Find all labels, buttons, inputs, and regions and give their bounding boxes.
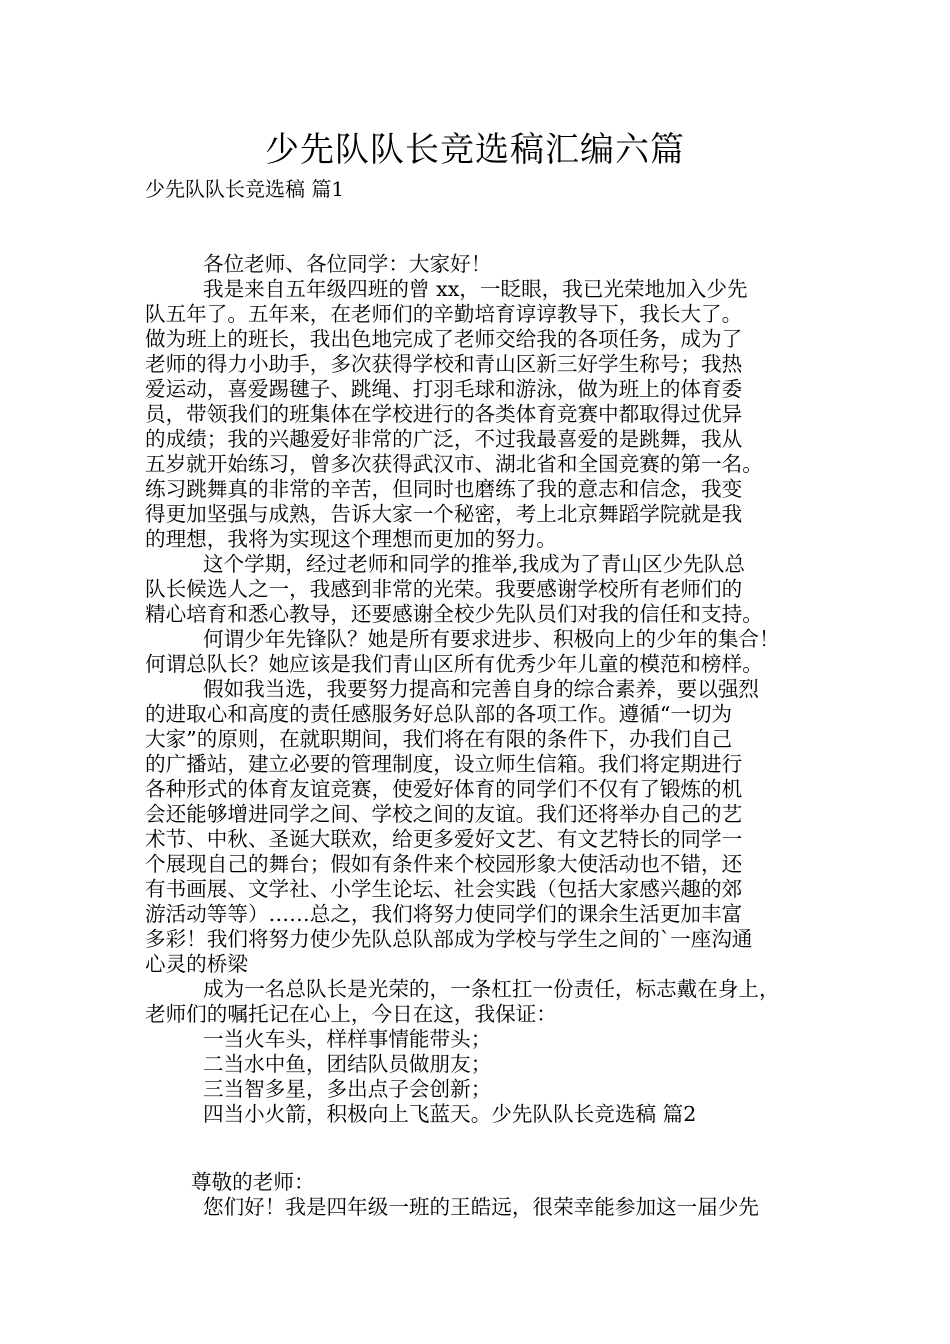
text-line: 术节、中秋、圣诞大联欢，给更多爱好文艺、有文艺特长的同学一 (145, 827, 743, 851)
text-line: 大家”的原则，在就职期间，我们将在有限的条件下，办我们自己 (145, 727, 733, 751)
text-line: 的理想，我将为实现这个理想而更加的努力。 (145, 527, 557, 551)
text-line: 队五年了。五年来，在老师们的辛勤培育谆谆教导下，我长大了。 (145, 302, 743, 326)
text-line: 尊敬的老师： (191, 1170, 315, 1194)
text-line: 心灵的桥梁 (145, 952, 248, 976)
document-title: 少先队队长竞选稿汇编六篇 (265, 130, 685, 170)
text-line: 游活动等等）……总之，我们将努力使同学们的课余生活更加丰富 (145, 902, 743, 926)
text-line: 何谓总队长？她应该是我们青山区所有优秀少年儿童的模范和榜样。 (145, 652, 763, 676)
text-line: 假如我当选，我要努力提高和完善自身的综合素养，要以强烈 (203, 677, 760, 701)
text-line: 这个学期，经过老师和同学的推举,我成为了青山区少先队总 (203, 552, 745, 576)
text-line: 练习跳舞真的非常的辛苦，但同时也磨练了我的意志和信念，我变 (145, 477, 743, 501)
text-line: 三当智多星，多出点子会创新； (203, 1077, 492, 1101)
text-line: 一当火车头，样样事情能带头； (203, 1027, 492, 1051)
section-heading: 少先队队长竞选稿 篇1 (145, 177, 345, 201)
text-line: 队长候选人之一，我感到非常的光荣。我要感谢学校所有老师们的 (145, 577, 743, 601)
text-line: 各位老师、各位同学：大家好！ (203, 252, 492, 276)
text-line: 老师们的嘱托记在心上，今日在这，我保证： (145, 1002, 557, 1026)
text-line: 何谓少年先锋队？她是所有要求进步、积极向上的少年的集合！ (203, 627, 780, 651)
text-line: 精心培育和悉心教导，还要感谢全校少先队员们对我的信任和支持。 (145, 602, 763, 626)
text-line: 四当小火箭，积极向上飞蓝天。少先队队长竞选稿 篇2 (203, 1102, 697, 1126)
text-line: 多彩！我们将努力使少先队总队部成为学校与学生之间的`一座沟通 (145, 927, 753, 951)
text-line: 您们好！我是四年级一班的王皓远，很荣幸能参加这一届少先 (203, 1195, 760, 1219)
text-line: 二当水中鱼，团结队员做朋友； (203, 1052, 492, 1076)
text-line: 个展现自己的舞台；假如有条件来个校园形象大使活动也不错，还 (145, 852, 743, 876)
text-line: 五岁就开始练习，曾多次获得武汉市、湖北省和全国竞赛的第一名。 (145, 452, 763, 476)
text-line: 爱运动，喜爱踢毽子、跳绳、打羽毛球和游泳，做为班上的体育委 (145, 377, 743, 401)
text-line: 各种形式的体育友谊竞赛，使爱好体育的同学们不仅有了锻炼的机 (145, 777, 743, 801)
text-line: 得更加坚强与成熟，告诉大家一个秘密，考上北京舞蹈学院就是我 (145, 502, 743, 526)
text-line: 成为一名总队长是光荣的，一条杠扛一份责任，标志戴在身上， (203, 977, 780, 1001)
text-line: 的进取心和高度的责任感服务好总队部的各项工作。遵循“一切为 (145, 702, 733, 726)
text-line: 我是来自五年级四班的曾 xx，一眨眼，我已光荣地加入少先 (203, 277, 748, 301)
text-line: 会还能够增进同学之间、学校之间的友谊。我们还将举办自己的艺 (145, 802, 743, 826)
text-line: 的成绩；我的兴趣爱好非常的广泛，不过我最喜爱的是跳舞，我从 (145, 427, 743, 451)
text-line: 老师的得力小助手，多次获得学校和青山区新三好学生称号；我热 (145, 352, 743, 376)
text-line: 做为班上的班长，我出色地完成了老师交给我的各项任务，成为了 (145, 327, 743, 351)
text-line: 有书画展、文学社、小学生论坛、社会实践（包括大家感兴趣的郊 (145, 877, 743, 901)
text-line: 的广播站，建立必要的管理制度，设立师生信箱。我们将定期进行 (145, 752, 743, 776)
text-line: 员，带领我们的班集体在学校进行的各类体育竞赛中都取得过优异 (145, 402, 743, 426)
